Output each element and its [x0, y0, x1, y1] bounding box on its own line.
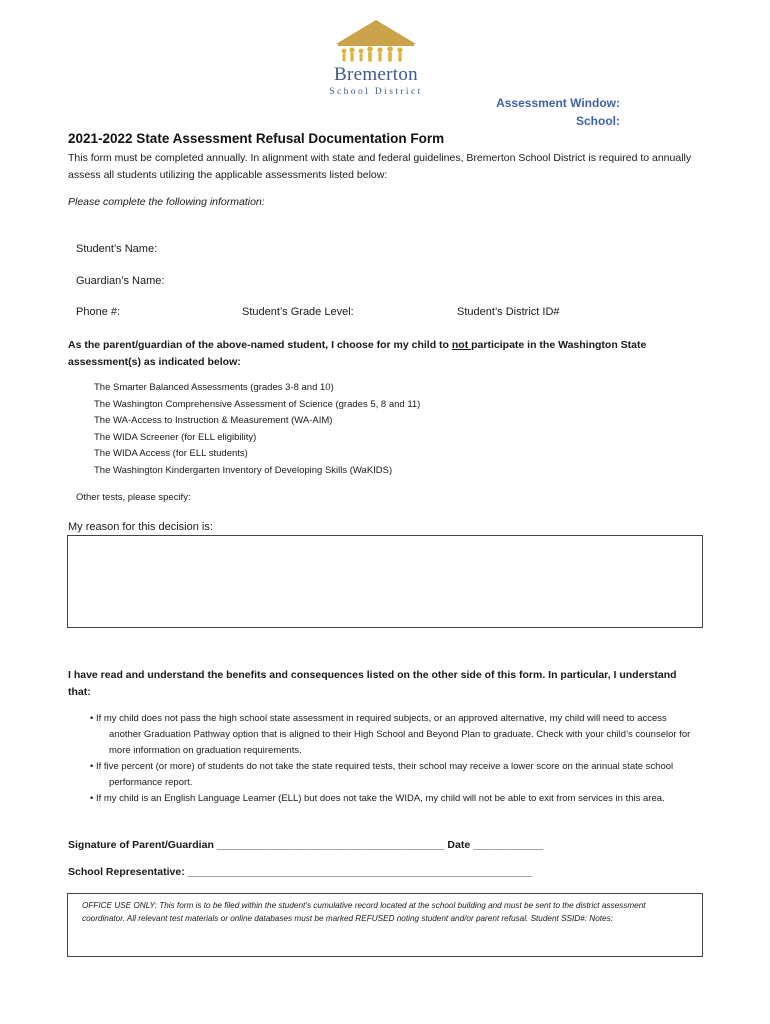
other-tests-field[interactable]: Other tests, please specify: — [76, 492, 191, 503]
school-representative-line[interactable]: School Representative: ___________________________________________________________ — [68, 866, 533, 878]
district-id-field[interactable]: Student’s District ID# — [457, 306, 560, 318]
reason-textbox[interactable] — [67, 535, 703, 628]
reason-label: My reason for this decision is: — [68, 521, 213, 533]
guardian-name-field[interactable]: Guardian’s Name: — [76, 275, 165, 287]
choice-statement-before: As the parent/guardian of the above-named student, I choose for my child to — [68, 339, 452, 351]
assessment-item[interactable]: The WIDA Screener (for ELL eligibility) — [94, 432, 257, 443]
assessment-item[interactable]: The Washington Kindergarten Inventory of Developing Skills (WaKIDS) — [94, 465, 393, 476]
intro-paragraph: This form must be completed annually. In alignment with state and federal guidelines, Bremerton School District is required to annually assess all students utilizing the applicable assessments listed below: — [68, 152, 692, 181]
understand-statement: I have read and understand the benefits and consequences listed on the other side of this form. In particular, I understand that: — [68, 669, 677, 698]
grade-level-field[interactable]: Student’s Grade Level: — [242, 306, 354, 318]
choice-statement — [68, 337, 688, 371]
logo-roof — [336, 20, 416, 44]
assessment-window-label: Assessment Window: — [496, 96, 620, 110]
school-label: School: — [576, 114, 620, 128]
consequence-item: • If five percent (or more) of students do not take the state required tests, their school may receive a lower score on the annual state school performance report. — [90, 761, 674, 788]
instruction-text: Please complete the following information: — [68, 196, 265, 208]
logo-name: Bremerton — [334, 64, 418, 85]
assessment-item[interactable]: The Smarter Balanced Assessments (grades 3-8 and 10) — [94, 382, 334, 393]
assessment-item[interactable]: The WA-Access to Instruction & Measurement (WA-AIM) — [94, 415, 333, 426]
office-use-text: OFFICE USE ONLY: This form is to be filed within the student’s cumulative record located at the school building and must be sent to the district assessment coordinator. All relevant test materials or online databases must be marked REFUSED noting student and/or parent refusal. Student SSID#: Notes: — [82, 901, 646, 923]
consequences-list — [90, 711, 700, 807]
logo-figures — [342, 46, 403, 62]
form-title: 2021-2022 State Assessment Refusal Documentation Form — [68, 131, 445, 146]
choice-statement-emphasis: not — [451, 339, 472, 351]
consequence-item: • If my child is an English Language Learner (ELL) but does not take the WIDA, my child will not be able to exit from services in this area. — [90, 793, 665, 804]
logo-subtitle: School District — [329, 87, 423, 97]
choice-statement-after: participate in the Washington State assessment(s) as indicated below: — [68, 339, 647, 368]
assessment-item[interactable]: The Washington Comprehensive Assessment of Science (grades 5, 8 and 11) — [94, 399, 421, 410]
signature-line[interactable]: Signature of Parent/Guardian _______________________________________ Date ____________ — [68, 839, 544, 851]
consequence-item: • If my child does not pass the high school state assessment in required subjects, or an approved alternative, my child will need to access another Graduation Pathway option that is aligned to their High School and Beyond Plan to graduate. Check with your child’s counselor for more information on graduation requirements. — [90, 713, 691, 756]
student-name-field[interactable]: Student’s Name: — [76, 243, 158, 255]
phone-field[interactable]: Phone #: — [76, 306, 121, 318]
assessment-item[interactable]: The WIDA Access (for ELL students) — [94, 448, 248, 459]
